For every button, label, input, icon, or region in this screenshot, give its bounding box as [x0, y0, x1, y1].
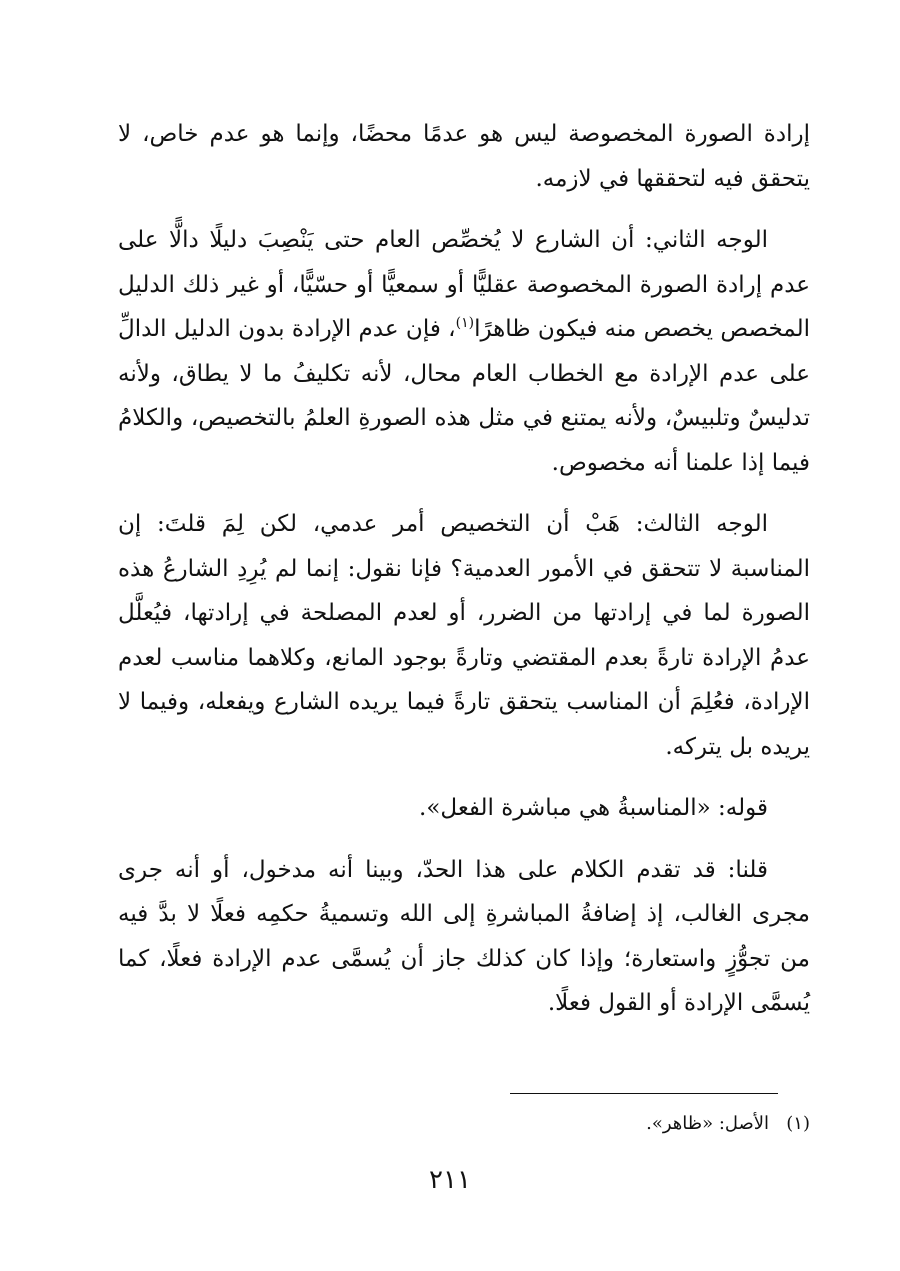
paragraph: [118, 112, 810, 201]
main-text: [118, 112, 810, 1043]
paragraph-text: قوله: «المناسبةُ هي مباشرة الفعل».: [419, 795, 768, 821]
paragraph: [118, 848, 810, 1026]
paragraph: [118, 786, 810, 831]
footnote-reference: (١): [455, 315, 475, 331]
footnote-separator: [510, 1093, 778, 1094]
page-number: ٢١١: [429, 1165, 471, 1195]
paragraph-text: ، فإن عدم الإرادة بدون الدليل الدالِّ على عدم الإرادة مع الخطاب العام محال، لأنه تكليفُ ما لا يطاق، ولأنه تدليسٌ وتلبيسٌ، ولأنه يمتنع في مثل هذه الصورةِ العلمُ بالتخصيص، والكلامُ فيما إذا علمنا أنه مخصوص.: [118, 316, 810, 476]
paragraph: [118, 218, 810, 485]
paragraph-text: الوجه الثاني: أن الشارع لا يُخصِّص العام حتى يَنْصِبَ دليلًا دالًّا على عدم إرادة الصورة المخصوصة عقليًّا أو سمعيًّا أو حسّيًّا، أو غير ذلك الدليل المخصص يخصص منه فيكون ظاهرًا: [118, 227, 810, 342]
footnote-text: الأصل: «ظاهر».: [646, 1113, 770, 1134]
paragraph-text: الوجه الثالث: هَبْ أن التخصيص أمر عدمي، لكن لِمَ قلتَ: إن المناسبة لا تتحقق في الأمور العدمية؟ فإنا نقول: إنما لم يُرِدِ الشارعُ هذه الصورة لما في إرادتها من الضرر، أو لعدم المصلحة في إرادتها، فيُعلَّل عدمُ الإرادة تارةً بعدم المقتضي وتارةً بوجود المانع، وكلاهما مناسب لعدم الإرادة، فعُلِمَ أن المناسب يتحقق تارةً فيما يريده الشارع ويفعله، وفيما لا يريده بل يتركه.: [118, 511, 810, 760]
paragraph-text: قلنا: قد تقدم الكلام على هذا الحدّ، وبينا أنه مدخول، أو أنه جرى مجرى الغالب، إذ إضافةُ المباشرةِ إلى الله وتسميةُ حكمِه فعلًا لا بدَّ فيه من تجوُّزٍ واستعارة؛ وإذا كان كذلك جاز أن يُسمَّى عدم الإرادة فعلًا، كما يُسمَّى الإرادة أو القول فعلًا.: [118, 856, 810, 1016]
footnote: [118, 1110, 810, 1138]
paragraph-text: إرادة الصورة المخصوصة ليس هو عدمًا محضًا، وإنما هو عدم خاص، لا يتحقق فيه لتحققها في لازمه.: [118, 121, 810, 192]
footnote-marker: (١): [786, 1113, 810, 1134]
paragraph: [118, 502, 810, 769]
